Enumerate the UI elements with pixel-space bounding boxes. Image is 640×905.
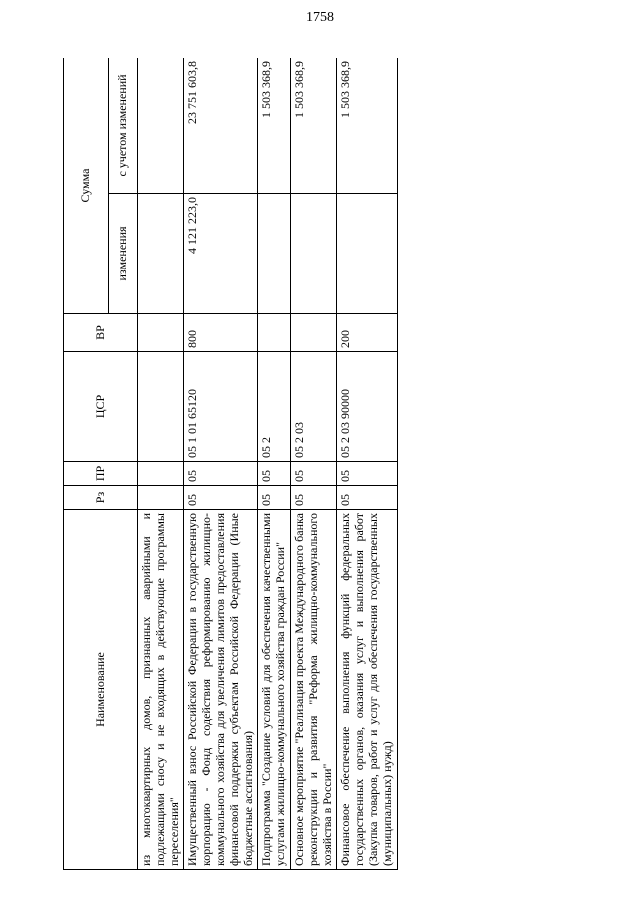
row-rz	[138, 486, 184, 510]
row-name: из многоквартирных домов, признанных аварийными и подлежащими сносу и не входящих в действующие программы переселения"	[138, 510, 184, 870]
row-pr: 05	[337, 462, 397, 486]
row-name: Подпрограмма "Создание условий для обеспечения качественными услугами жилищно-коммунального хозяйства граждан России"	[258, 510, 291, 870]
row-csr: 05 2 03	[290, 352, 336, 462]
header-pr: ПР	[64, 462, 138, 486]
table-header	[64, 58, 138, 870]
header-vr: ВР	[64, 314, 138, 352]
row-change	[337, 194, 397, 314]
table-row	[258, 58, 291, 870]
table-row	[337, 58, 397, 870]
row-total: 1 503 368,9	[337, 58, 397, 194]
header-rz: Рз	[64, 486, 138, 510]
header-csr: ЦСР	[64, 352, 138, 462]
row-csr: 05 1 01 65120	[184, 352, 258, 462]
row-total: 23 751 603,8	[184, 58, 258, 194]
row-rz: 05	[184, 486, 258, 510]
row-change	[290, 194, 336, 314]
row-name: Имущественный взнос Российской Федерации в государственную корпорацию - Фонд содействия реформированию жилищно-коммунального хозяйства для увеличения лимитов предоставления финансовой поддержки субъектам Российской Федерации (Иные бюджетные ассигнования)	[184, 510, 258, 870]
table-row	[184, 58, 258, 870]
row-pr	[138, 462, 184, 486]
row-rz: 05	[290, 486, 336, 510]
header-changes: изменения	[109, 194, 138, 314]
row-change	[138, 194, 184, 314]
row-total	[138, 58, 184, 194]
row-pr: 05	[184, 462, 258, 486]
header-with-changes: с учетом изменений	[109, 58, 138, 194]
row-total: 1 503 368,9	[290, 58, 336, 194]
row-change: 4 121 223,0	[184, 194, 258, 314]
budget-table	[63, 58, 398, 870]
row-rz: 05	[258, 486, 291, 510]
row-name: Финансовое обеспечение выполнения функций федеральных государственных органов, оказания услуг и выполнения работ (Закупка товаров, работ и услуг для обеспечения государственных (муниципальных) нужд)	[337, 510, 397, 870]
row-pr: 05	[258, 462, 291, 486]
page-number: 1758	[306, 10, 334, 25]
row-pr: 05	[290, 462, 336, 486]
row-change	[258, 194, 291, 314]
row-vr: 800	[184, 314, 258, 352]
row-vr	[290, 314, 336, 352]
row-csr: 05 2 03 90000	[337, 352, 397, 462]
row-total: 1 503 368,9	[258, 58, 291, 194]
table-frame	[63, 58, 608, 870]
table-row	[290, 58, 336, 870]
rotated-table-container	[63, 58, 608, 870]
header-name: Наименование	[64, 510, 138, 870]
header-sum: Сумма	[64, 58, 109, 314]
row-csr	[138, 352, 184, 462]
row-vr: 200	[337, 314, 397, 352]
row-name: Основное мероприятие "Реализация проекта Международного банка реконструкции и развития "Реформа жилищно-коммунального хозяйства в России"	[290, 510, 336, 870]
row-vr	[258, 314, 291, 352]
table-row	[138, 58, 184, 870]
row-csr: 05 2	[258, 352, 291, 462]
table-body	[138, 58, 398, 870]
row-vr	[138, 314, 184, 352]
row-rz: 05	[337, 486, 397, 510]
